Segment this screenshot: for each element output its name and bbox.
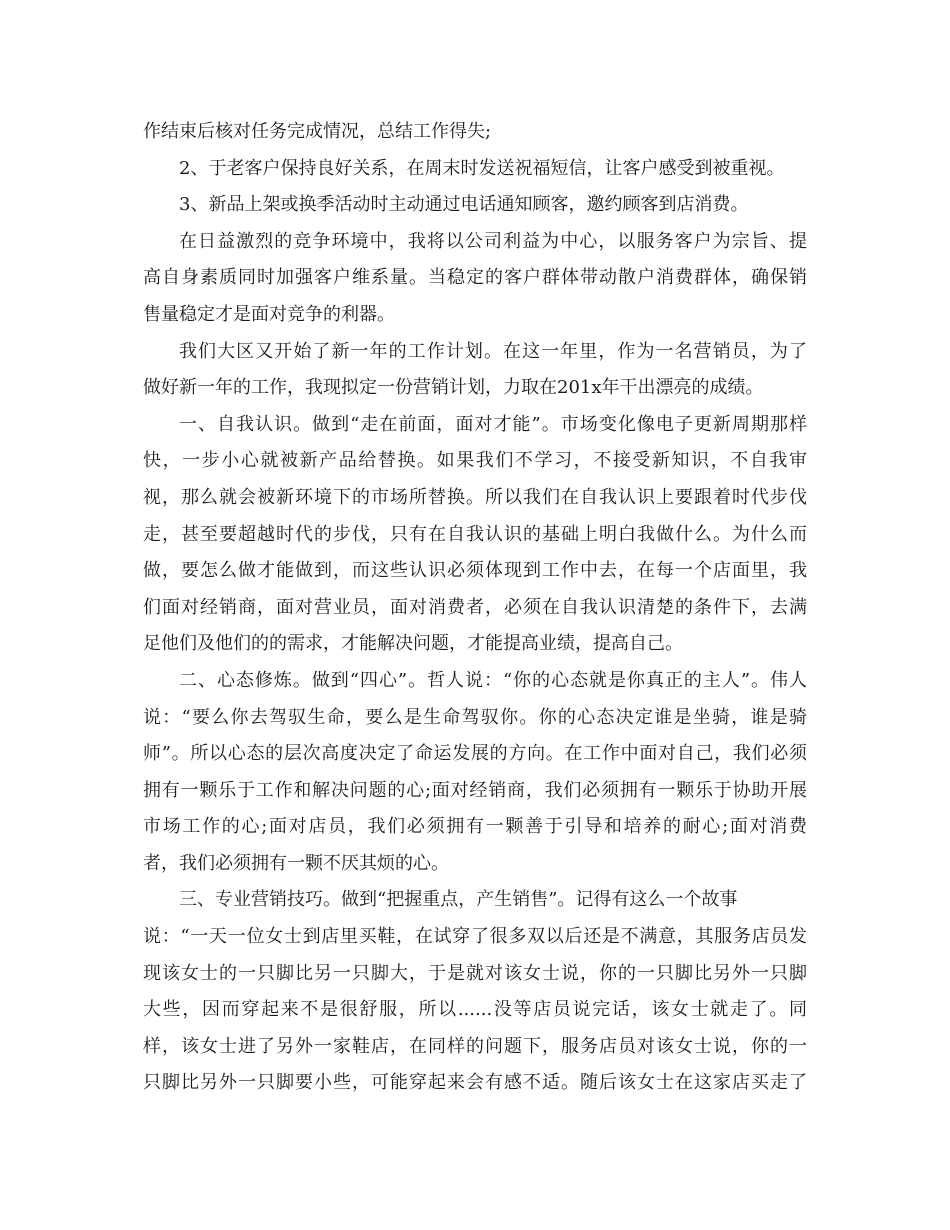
text-line: 拥有一颗乐于工作和解决问题的心;面对经销商，我们必须拥有一颗乐于协助开展 <box>143 779 807 801</box>
text-line: 2、于老客户保持良好关系，在周末时发送祝福短信，让客户感受到被重视。 <box>179 157 785 179</box>
document-body <box>143 114 807 1102</box>
text-line: 做好新一年的工作，我现拟定一份营销计划，力取在201x年干出漂亮的成绩。 <box>143 377 764 399</box>
text-line: 做，要怎么做才能做到，而这些认识必须体现到工作中去，在每一个店面里，我 <box>143 560 807 582</box>
text-line: 样，该女士进了另外一家鞋店，在同样的问题下，服务店员对该女士说，你的一 <box>143 1035 807 1057</box>
text-line: 们面对经销商，面对营业员，面对消费者，必须在自我认识清楚的条件下，去满 <box>143 596 807 618</box>
text-line: 说：“一天一位女士到店里买鞋，在试穿了很多双以后还是不满意，其服务店员发 <box>143 926 807 948</box>
text-line: 我们大区又开始了新一年的工作计划。在这一年里，作为一名营销员，为了 <box>179 340 807 362</box>
text-line: 售量稳定才是面对竞争的利器。 <box>143 303 395 325</box>
text-line: 师”。所以心态的层次高度决定了命运发展的方向。在工作中面对自己，我们必须 <box>143 743 807 765</box>
text-line: 大些，因而穿起来不是很舒服，所以......没等店员说完话，该女士就走了。同 <box>143 999 807 1021</box>
text-line: 足他们及他们的的需求，才能解决问题，才能提高业绩，提高自己。 <box>143 633 683 655</box>
text-line: 一、自我认识。做到“走在前面，面对才能”。市场变化像电子更新周期那样 <box>179 413 807 435</box>
text-line: 作结束后核对任务完成情况，总结工作得失; <box>143 121 492 142</box>
text-line: 快，一步小心就被新产品给替换。如果我们不学习，不接受新知识，不自我审 <box>143 450 807 472</box>
text-line: 说：“要么你去驾驭生命，要么是生命驾驭你。你的心态决定谁是坐骑，谁是骑 <box>143 706 807 728</box>
text-line: 者，我们必须拥有一颗不厌其烦的心。 <box>143 852 449 874</box>
text-line: 高自身素质同时加强客户维系量。当稳定的客户群体带动散户消费群体，确保销 <box>143 267 807 289</box>
text-line: 三、专业营销技巧。做到“把握重点，产生销售”。记得有这么一个故事 <box>179 889 738 911</box>
text-line: 走，甚至要超越时代的步伐，只有在自我认识的基础上明白我做什么。为什么而 <box>143 523 807 545</box>
text-line: 二、心态修炼。做到“四心”。哲人说：“你的心态就是你真正的主人”。伟人 <box>179 669 807 691</box>
text-line: 视，那么就会被新环境下的市场所替换。所以我们在自我认识上要跟着时代步伐 <box>143 486 807 508</box>
text-line: 只脚比另外一只脚要小些，可能穿起来会有感不适。随后该女士在这家店买走了 <box>143 1072 807 1094</box>
text-line: 在日益激烈的竞争环境中，我将以公司利益为中心，以服务客户为宗旨、提 <box>179 230 807 252</box>
text-line: 3、新品上架或换季活动时主动通过电话通知顾客，邀约顾客到店消费。 <box>179 194 749 216</box>
text-line: 市场工作的心;面对店员，我们必须拥有一颗善于引导和培养的耐心;面对消费 <box>143 816 807 838</box>
text-line: 现该女士的一只脚比另一只脚大，于是就对该女士说，你的一只脚比另外一只脚 <box>143 962 807 984</box>
